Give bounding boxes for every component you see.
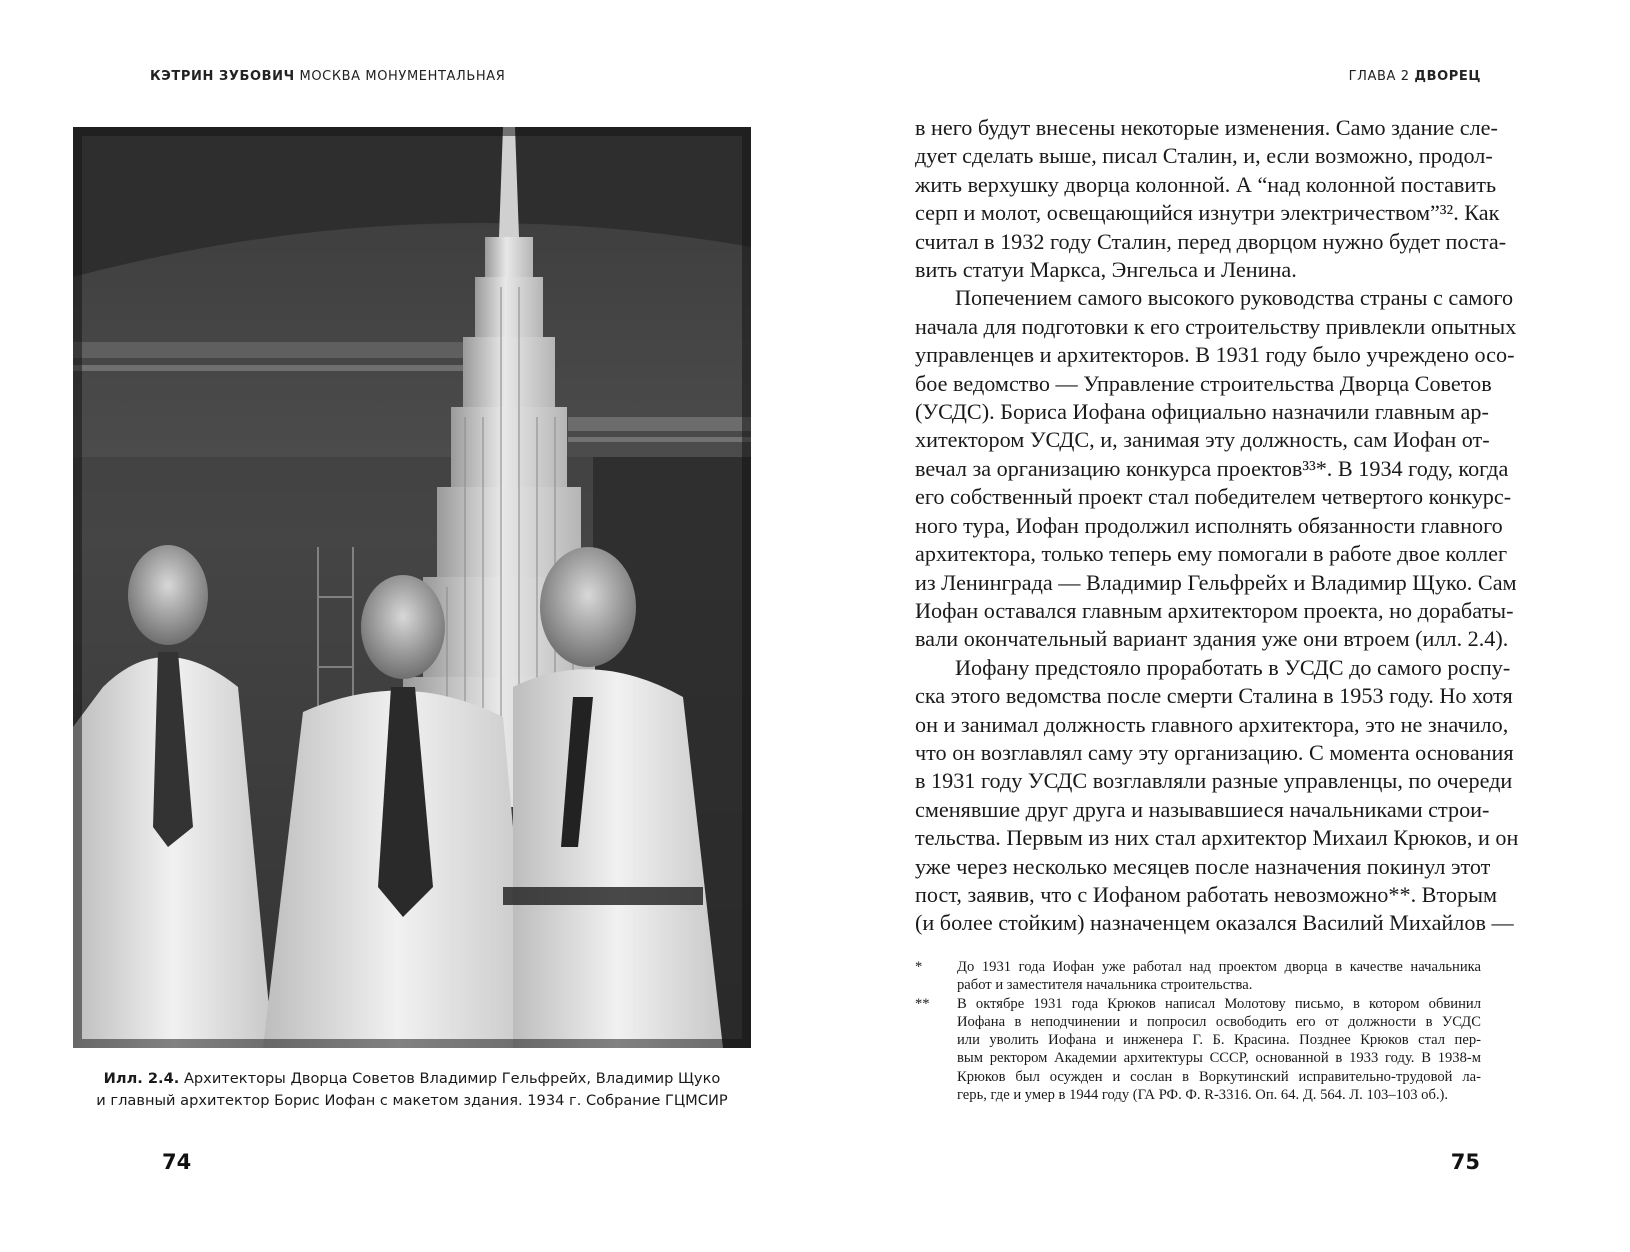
caption-label: Илл. 2.4. xyxy=(103,1070,180,1087)
body-line: вали окончательный вариант здания уже они втроем (илл. 2.4). xyxy=(915,626,1509,652)
body-line: Иофан оставался главным архитектором проекта, но дорабаты- xyxy=(915,597,1514,623)
footnote-line: герь, где и умер в 1944 году (ГА РФ. Ф. R-3316. Оп. 64. Д. 564. Л. 103–103 об.). xyxy=(957,1087,1449,1104)
running-head-chapter-title: ДВОРЕЦ xyxy=(1414,69,1481,84)
body-line: его собственный проект стал победителем четвертого конкурс- xyxy=(915,484,1512,510)
body-line: ного тура, Иофан продолжил исполнять обязанности главного xyxy=(915,512,1503,538)
body-line: Иофану предстояло проработать в УСДС до самого роспу- xyxy=(955,654,1511,680)
footnote-line: Крюков был осужден и сослан в Воркутинский исправительно-трудовой ла- xyxy=(957,1068,1481,1085)
archival-photo xyxy=(73,127,751,1048)
body-line: хитектором УСДС, и, занимая эту должность, сам Иофан от- xyxy=(915,427,1490,453)
body-line: считал в 1932 году Сталин, перед дворцом нужно будет поста- xyxy=(915,228,1507,254)
running-head-author: КЭТРИН ЗУБОВИЧ xyxy=(150,69,295,84)
right-page xyxy=(815,0,1630,1252)
caption-line-1: Архитекторы Дворца Советов Владимир Гельфрейх, Владимир Щуко xyxy=(183,1070,721,1087)
footnotes xyxy=(915,958,1481,1104)
body-line: жить верхушку дворца колонной. А “над колонной поставить xyxy=(915,171,1497,197)
body-line: что он возглавлял саму эту организацию. С момента основания xyxy=(915,739,1514,765)
architects-with-model-photo xyxy=(73,127,751,1048)
figure-caption xyxy=(73,1068,751,1112)
body-line: уже через несколько месяцев после назначения покинул этот xyxy=(915,853,1491,879)
page-number-right: 75 xyxy=(1450,1150,1480,1174)
body-line: (УСДС). Бориса Иофана официально назначили главным ар- xyxy=(915,399,1489,425)
body-line: (и более стойким) назначенцем оказался Василий Михайлов — xyxy=(915,910,1514,936)
body-line: серп и молот, освещающийся изнутри электричеством”³². Как xyxy=(915,200,1500,226)
body-line: вить статуи Маркса, Энгельса и Ленина. xyxy=(915,257,1297,283)
footnote xyxy=(915,995,1481,1105)
body-line: тельства. Первым из них стал архитектор Михаил Крюков, и он xyxy=(915,825,1519,851)
footnote-line: До 1931 года Иофан уже работал над проектом дворца в качестве начальника xyxy=(957,959,1481,975)
footnote-line: работ и заместителя начальника строительства. xyxy=(957,977,1253,994)
body-line: ска этого ведомства после смерти Сталина в 1953 году. Но хотя xyxy=(915,683,1513,709)
running-head-left xyxy=(150,69,505,84)
body-line: в 1931 году УСДС возглавляли разные управленцы, по очереди xyxy=(915,768,1513,794)
page-number-left: 74 xyxy=(162,1150,192,1174)
footnote-line: Иофана в неподчинении и попросил освободить его от должности в УСДС xyxy=(957,1013,1481,1030)
body-line: бое ведомство — Управление строительства Дворца Советов xyxy=(915,370,1492,396)
body-line: архитектора, только теперь ему помогали в работе двое коллег xyxy=(915,541,1508,567)
running-head-chapter: ГЛАВА 2 xyxy=(1348,69,1410,84)
body-line: начала для подготовки к его строительству привлекли опытных xyxy=(915,313,1517,339)
running-head-right xyxy=(1349,69,1481,84)
body-line: из Ленинграда — Владимир Гельфрейх и Владимир Щуко. Сам xyxy=(915,569,1517,595)
running-head-book-title: МОСКВА МОНУМЕНТАЛЬНАЯ xyxy=(299,69,506,84)
body-line: сменявшие друг друга и называвшиеся начальниками строи- xyxy=(915,796,1490,822)
body-line: дует сделать выше, писал Сталин, и, если возможно, продол- xyxy=(915,143,1493,169)
body-text xyxy=(915,114,1519,938)
body-line: управленцев и архитекторов. В 1931 году было учреждено осо- xyxy=(915,342,1515,368)
footnote-line: В октябре 1931 года Крюков написал Молотову письмо, в котором обвинил xyxy=(957,995,1481,1012)
body-line: в него будут внесены некоторые изменения. Само здание сле- xyxy=(915,115,1498,140)
body-line: Попечением самого высокого руководства страны с самого xyxy=(955,285,1514,311)
footnote xyxy=(915,958,1481,995)
footnote-line: вым ректором Академии архитектуры СССР, основанной в 1933 году. В 1938-м xyxy=(957,1050,1481,1067)
footnote-mark: ** xyxy=(915,995,930,1012)
body-line: он и занимал должность главного архитектора, это не значило, xyxy=(915,711,1509,737)
caption-line-2: и главный архитектор Борис Иофан с макетом здания. 1934 г. Собрание ГЦМСИР xyxy=(96,1092,728,1109)
body-line: вечал за организацию конкурса проектов³³*. В 1934 году, когда xyxy=(915,455,1509,481)
footnote-mark: * xyxy=(915,959,923,975)
footnote-line: или уволить Иофана и инженера Г. Б. Красина. Позднее Крюков стал пер- xyxy=(957,1032,1481,1049)
body-line: пост, заявив, что с Иофаном работать невозможно**. Вторым xyxy=(915,881,1498,907)
